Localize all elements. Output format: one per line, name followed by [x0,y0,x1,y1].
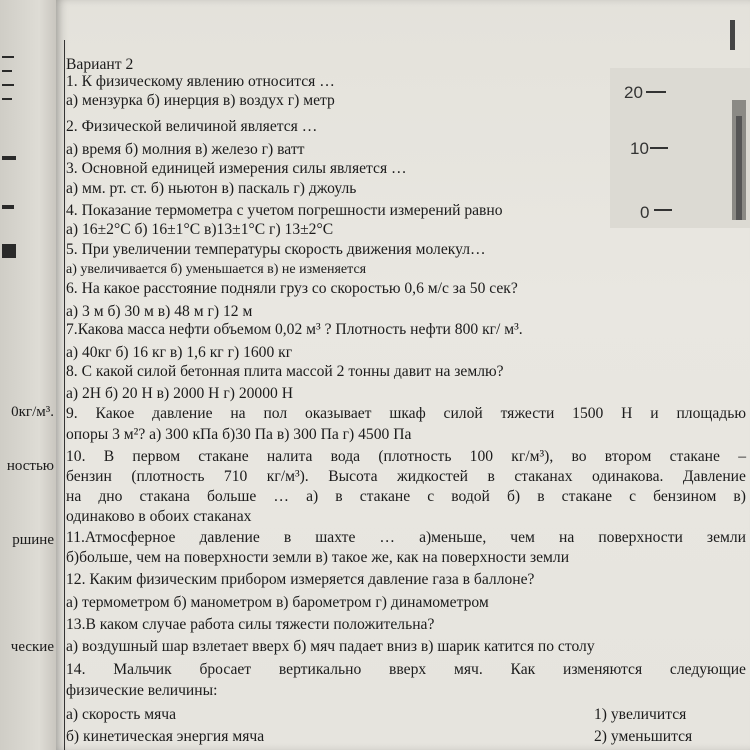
question-10-line: на дно стакана больше … а) в стакане с водой б) в стакане с бензином в) [66,488,746,505]
answer-right: 2) уменьшится [594,728,693,745]
question-line: 1. К физическому явлению относится … [66,73,335,90]
thermometer-scale [610,20,750,235]
question-9-line: 9. Какое давление на пол оказывает шкаф силой тяжести 1500 Н и площадью [66,405,746,422]
left-page-mark [2,205,14,209]
left-page-mark [2,156,16,160]
question-line: физические величины: [66,682,218,699]
thermometer-label: 20 [624,83,643,102]
answer-line: а) увеличивается б) уменьшается в) не изменяется [66,262,367,277]
question-line: 6. На какое расстояние подняли груз со скоростью 0,6 м/с за 50 сек? [66,280,518,297]
answer-line: а) 2Н б) 20 Н в) 2000 Н г) 20000 Н [66,385,293,402]
question-11-line: 11.Атмосферное давление в шахте … а)меньше, чем на поверхности земли [66,529,746,546]
question-line: 4. Показание термометра с учетом погрешности измерений равно [66,202,503,219]
answer-line: одинаково в обоих стаканах [66,508,252,525]
left-page-mark [2,84,14,86]
left-page-mark [2,70,12,72]
answer-left: б) кинетическая энергия мяча [66,728,265,745]
worksheet-page [56,0,750,750]
left-page-mark [2,98,12,100]
question-line: 8. С какой силой бетонная плита массой 2 тонны давит на землю? [66,363,504,380]
question-line: 2. Физической величиной является … [66,118,318,135]
question-10-line: 10. В первом стакане налита вода (плотность 100 кг/м³), во втором стакане – [66,448,746,465]
left-fragment: ршине [12,532,54,548]
left-page-mark [2,244,16,258]
question-line: 13.В каком случае работа силы тяжести положительна? [66,616,435,633]
question-line: 3. Основной единицей измерения силы является … [66,160,407,177]
question-14-line: 14. Мальчик бросает вертикально вверх мяч. Как изменяются следующие [66,661,746,678]
left-fragment: ностью [6,458,54,474]
question-10-line: бензин (плотность 710 кг/м³). Высота жидкостей в стаканах одинакова. Давление [66,468,746,485]
answer-line: а) 40кг б) 16 кг в) 1,6 кг г) 1600 кг [66,344,293,361]
answer-line: а) время б) молния в) железо г) ватт [66,141,305,158]
answer-right: 1) увеличится [594,706,687,723]
question-line: 12. Каким физическим прибором измеряется давление газа в баллоне? [66,571,535,588]
left-page-fragment [0,0,56,750]
answer-left: а) скорость мяча [66,706,177,723]
answer-line: а) 3 м б) 30 м в) 48 м г) 12 м [66,303,253,320]
answer-line: а) 16±2°С б) 16±1°С в)13±1°С г) 13±2°С [66,221,334,238]
question-line: 7.Какова масса нефти объемом 0,02 м³ ? Плотность нефти 800 кг/ м³. [66,321,523,338]
answer-line: б)больше, чем на поверхности земли в) такое же, как на поверхности земли [66,549,570,566]
left-page-mark [2,56,14,58]
margin-line [64,40,65,750]
question-line: 5. При увеличении температуры скорость движения молекул… [66,241,486,258]
left-fragment: ческие [10,639,54,655]
thermometer-label: 0 [640,203,650,222]
answer-line: опоры 3 м²? а) 300 кПа б)30 Па в) 300 Па г) 4500 Па [66,426,412,443]
answer-line: а) мм. рт. ст. б) ньютон в) паскаль г) джоуль [66,180,357,197]
answer-line: а) мензурка б) инерция в) воздух г) метр [66,92,335,109]
thermometer-label: 10 [630,139,649,158]
left-fragment: 0кг/м³. [11,404,54,420]
answer-line: а) термометром б) манометром в) барометром г) динамометром [66,594,489,611]
answer-line: а) воздушный шар взлетает вверх б) мяч падает вниз в) шарик катится по столу [66,638,595,655]
variant-title: Вариант 2 [66,56,134,73]
